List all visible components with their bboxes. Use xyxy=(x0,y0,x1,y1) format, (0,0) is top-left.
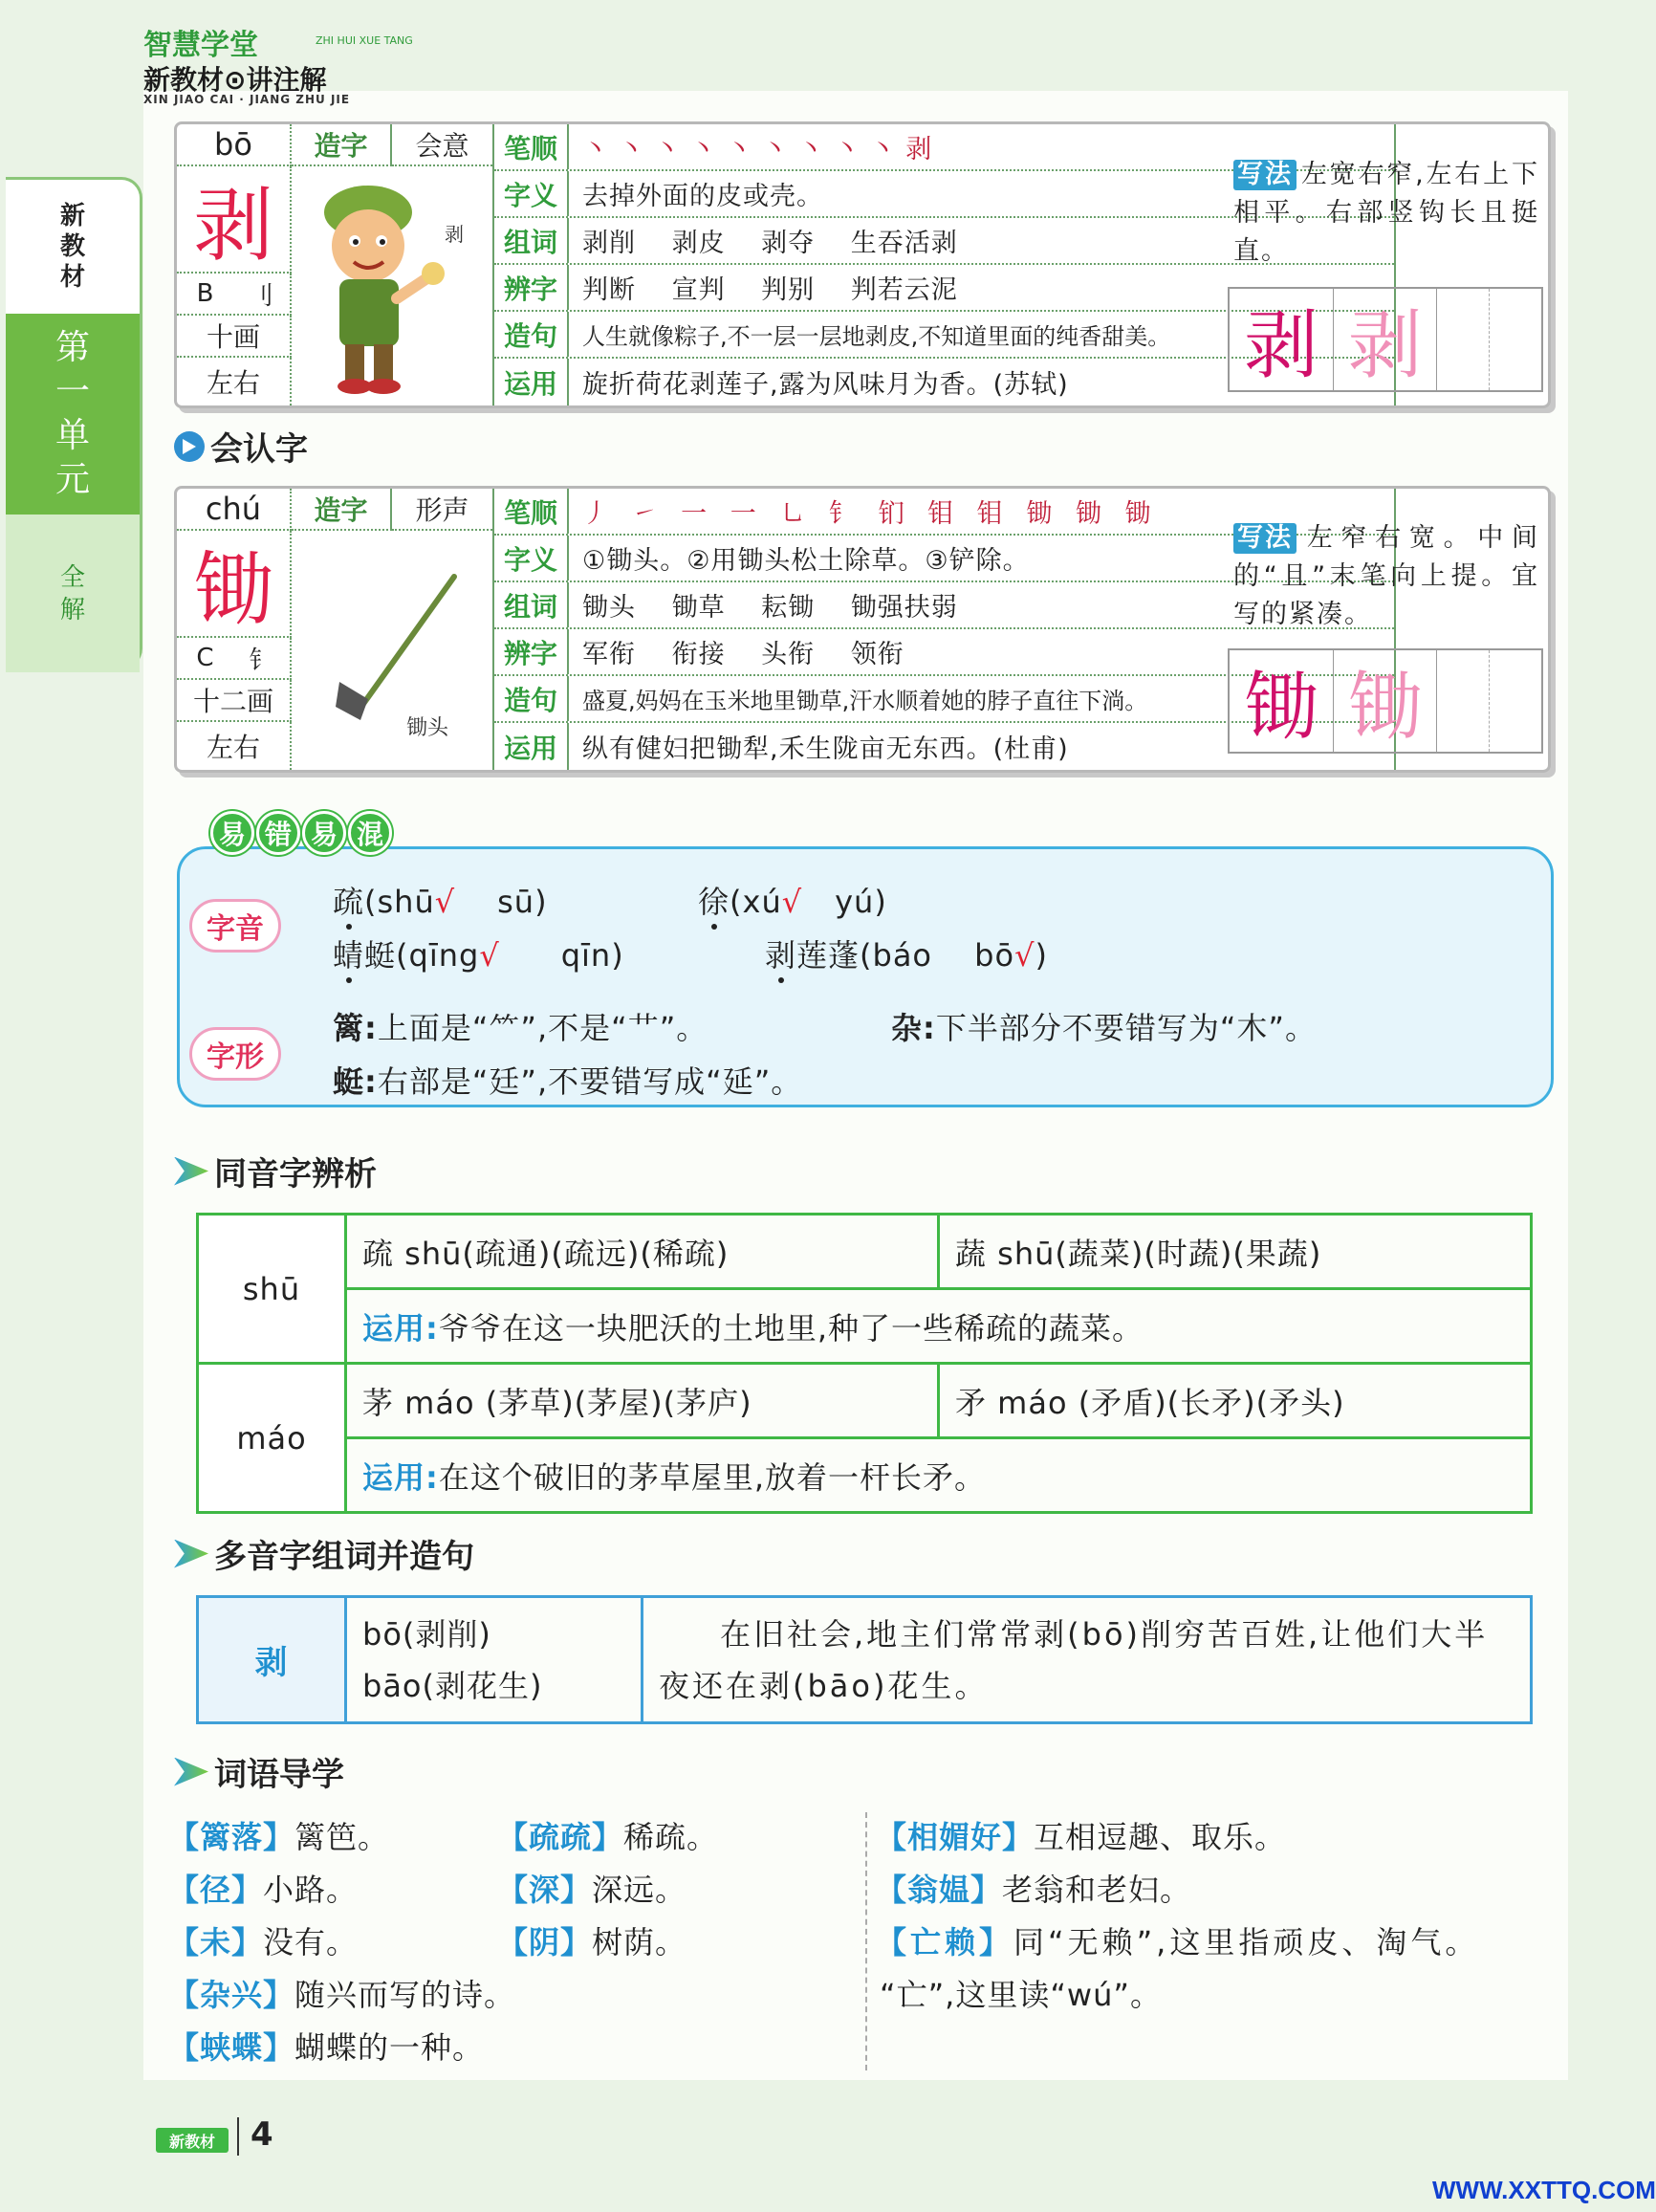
vocab-term: 【相媚好】 xyxy=(876,1819,1035,1855)
vocab-def: “亡”,这里读“wú”。 xyxy=(880,1977,1162,2013)
structure: 左右 xyxy=(177,358,292,405)
side-char: 教 xyxy=(59,232,85,261)
usage-cell xyxy=(346,1289,1532,1364)
blank-cell xyxy=(1490,289,1541,390)
series-title: 新教材⊙讲注解 xyxy=(143,64,327,96)
vocab-def: 篱笆。 xyxy=(294,1819,390,1855)
polyphone-words xyxy=(346,1597,643,1723)
meaning: ①锄头。②用锄头松土除草。③铲除。 xyxy=(582,546,1030,576)
radical-letter: C xyxy=(196,644,214,672)
shape-item-3 xyxy=(333,1058,802,1102)
vocab-term: 【径】 xyxy=(168,1872,264,1908)
writing-tip xyxy=(1233,519,1539,634)
check-mark: √ xyxy=(434,884,456,920)
row-label: 辨字 xyxy=(494,629,569,674)
title-char: 易 xyxy=(302,811,346,855)
footer-badge: 新教材 xyxy=(156,2128,229,2153)
side-char: 一 xyxy=(54,372,90,411)
usage: 旋折荷花剥莲子,露为风味月为香。(苏轼) xyxy=(582,370,1069,400)
section-title: 词语导学 xyxy=(214,1756,344,1794)
dotted-char: 疏 xyxy=(333,884,365,920)
writing-tip-text: 左宽右窄,左右上下相平。右部竖钩长且挺直。 xyxy=(1233,160,1539,266)
side-tab-top xyxy=(54,180,92,314)
table-row xyxy=(198,1364,1532,1438)
usage-text: 爷爷在这一块肥沃的土地里,种了一些稀疏的蔬菜。 xyxy=(438,1309,1144,1347)
pinyin-correct: (xú xyxy=(730,884,782,920)
row-label: 造句 xyxy=(494,312,569,357)
usage: 纵有健妇把锄犁,禾生陇亩无东西。(杜甫) xyxy=(582,734,1069,764)
polyphone-table xyxy=(196,1595,1533,1724)
table-row xyxy=(198,1597,1532,1723)
vocab-term: 【阴】 xyxy=(497,1924,593,1960)
row-label: 笔顺 xyxy=(494,489,569,534)
side-char: 全 xyxy=(59,562,85,592)
row-label: 组词 xyxy=(494,582,569,627)
vocab-term: 【翁媪】 xyxy=(876,1872,1003,1908)
vocab-item xyxy=(876,1866,1191,1910)
brand-subtitle: ZHI HUI XUE TANG xyxy=(316,34,413,47)
words: 锄头 锄草 耘锄 锄强扶弱 xyxy=(582,593,958,623)
main-character: 剥 xyxy=(177,166,292,274)
vocab-def: 没有。 xyxy=(263,1924,359,1960)
section-circle-icon xyxy=(174,431,205,462)
boy-peeling-illustration xyxy=(301,174,483,396)
vocab-item xyxy=(497,1866,686,1910)
svg-text:剥: 剥 xyxy=(445,223,464,246)
row-label: 字义 xyxy=(494,171,569,216)
title-char: 混 xyxy=(348,811,392,855)
dotted-char: 蜻 xyxy=(333,937,365,974)
trace-char: 锄 xyxy=(1334,650,1438,752)
side-char: 元 xyxy=(54,460,90,499)
trace-char: 剥 xyxy=(1334,289,1438,390)
section-polyphone xyxy=(174,1530,474,1577)
sample-char: 剥 xyxy=(1230,289,1334,390)
zaozi-label: 造字 xyxy=(292,489,392,531)
vocab-item xyxy=(876,1918,1479,1962)
radical: 钅 xyxy=(249,646,274,675)
usage-label: 运用: xyxy=(362,1309,439,1347)
row-label: 运用 xyxy=(494,359,569,405)
svg-text:锄头: 锄头 xyxy=(406,716,449,740)
vocab-term: 【深】 xyxy=(497,1872,593,1908)
pinyin-wrong: sū) xyxy=(497,884,548,920)
sound-item-1 xyxy=(333,878,548,922)
vocab-term: 【杂兴】 xyxy=(168,1977,295,2013)
radical-row xyxy=(177,274,292,316)
section-arrow-icon xyxy=(174,1157,208,1186)
sound-label: 字音 xyxy=(189,899,281,953)
vocab-item-continued xyxy=(880,1971,1162,2015)
shape-note: 右部是“廷”,不要错写成“延”。 xyxy=(377,1063,803,1100)
row-label: 字义 xyxy=(494,536,569,580)
section-arrow-icon xyxy=(174,1540,208,1568)
side-char: 材 xyxy=(59,263,85,292)
polyphone-key: 剥 xyxy=(198,1597,346,1723)
vocab-item xyxy=(168,1813,389,1857)
stroke-count: 十画 xyxy=(177,316,292,358)
check-mark: √ xyxy=(479,937,500,974)
paren-close: ) xyxy=(1035,937,1048,974)
shape-item-1 xyxy=(333,1004,708,1048)
stroke-order: 丿 ㇀ 一 一 ㇟ 钅 钔 钼 钼 锄 锄 锄 xyxy=(582,499,1159,529)
pinyin: bō xyxy=(177,124,292,166)
sample-char: 锄 xyxy=(1230,650,1334,752)
title-char: 错 xyxy=(256,811,300,855)
radical-letter: B xyxy=(196,279,214,308)
shape-key: 蜓: xyxy=(333,1063,378,1100)
vocab-def: 同“无赖”,这里指顽皮、淘气。 xyxy=(1013,1924,1480,1960)
radical-row xyxy=(177,638,292,680)
writing-tag: 写法 xyxy=(1233,160,1296,190)
main-character: 锄 xyxy=(177,531,292,638)
section-arrow-icon xyxy=(174,1758,208,1786)
vocab-divider xyxy=(865,1812,867,2070)
vocab-def: 小路。 xyxy=(263,1872,359,1908)
watermark: WWW.XXTTQ.COM xyxy=(1432,2176,1656,2204)
side-tab xyxy=(6,177,142,669)
dotted-char: 徐 xyxy=(698,884,730,920)
section-homophone xyxy=(174,1148,377,1194)
usage-text: 在这个破旧的茅草屋里,放着一杆长矛。 xyxy=(438,1458,986,1496)
section-huirenzi xyxy=(174,423,308,470)
radical: 刂 xyxy=(249,281,274,311)
vocab-item xyxy=(168,1971,515,2015)
distinguish: 军衔 衔接 头衔 领衔 xyxy=(582,640,904,669)
section-title: 同音字辨析 xyxy=(214,1155,377,1194)
mistakes-title xyxy=(201,811,402,865)
sound-item-3 xyxy=(333,931,624,975)
side-char: 单 xyxy=(54,416,90,455)
zaozi-label: 造字 xyxy=(292,124,392,166)
shape-item-2 xyxy=(891,1004,1317,1048)
side-char: 第 xyxy=(54,328,90,367)
vocab-def: 深远。 xyxy=(592,1872,687,1908)
stroke-order: 丶 丶 丶 丶 丶 丶 丶 丶 丶 剥 xyxy=(582,135,933,164)
writing-tip xyxy=(1233,156,1539,271)
vocab-item xyxy=(497,1918,686,1962)
vocab-def: 树荫。 xyxy=(592,1924,687,1960)
words: 剥削 剥皮 剥夺 生吞活剥 xyxy=(582,229,958,258)
sound-item-2 xyxy=(698,878,887,922)
vocab-item xyxy=(168,1918,358,1962)
homophone-key: shū xyxy=(198,1215,346,1364)
polyphone-word: bō(剥削) xyxy=(362,1615,491,1653)
vocab-item xyxy=(497,1813,718,1857)
check-mark: √ xyxy=(781,884,803,920)
section-title: 会认字 xyxy=(210,430,308,469)
writing-tag: 写法 xyxy=(1233,523,1296,554)
row-label: 笔顺 xyxy=(494,124,569,169)
dotted-char: 剥 xyxy=(765,937,797,974)
vocab-term: 【未】 xyxy=(168,1924,264,1960)
homophone-cell: 蔬 shū(蔬菜)(时蔬)(果蔬) xyxy=(939,1215,1532,1289)
polyphone-word: bāo(剥花生) xyxy=(362,1667,543,1704)
row-label: 辨字 xyxy=(494,265,569,310)
row-label: 运用 xyxy=(494,723,569,770)
hoe-illustration xyxy=(301,538,483,760)
pinyin: chú xyxy=(177,489,292,531)
check-mark: √ xyxy=(1014,937,1035,974)
vocab-def: 互相逗趣、取乐。 xyxy=(1034,1819,1287,1855)
vocab-def: 稀疏。 xyxy=(623,1819,719,1855)
vocab-term: 【篱落】 xyxy=(168,1819,295,1855)
blank-cell xyxy=(1437,289,1489,390)
homophone-cell: 矛 máo (矛盾)(长矛)(矛头) xyxy=(939,1364,1532,1438)
zaozi-type: 会意 xyxy=(392,124,492,166)
usage-cell xyxy=(346,1438,1532,1513)
shape-note: 下半部分不要错写为“木”。 xyxy=(935,1010,1317,1046)
shape-note: 上面是“⺮”,不是“艹”。 xyxy=(377,1010,708,1046)
vocab-def: 蝴蝶的一种。 xyxy=(294,2029,485,2066)
vocab-item xyxy=(168,1866,358,1910)
writing-tip-text: 左窄右宽。中间的“且”末笔向上提。宜写的紧凑。 xyxy=(1233,523,1539,629)
blank-cell xyxy=(1437,650,1489,752)
shape-label: 字形 xyxy=(189,1027,281,1081)
table-row xyxy=(198,1438,1532,1513)
stroke-count: 十二画 xyxy=(177,680,292,722)
series-pinyin: XIN JIAO CAI · JIANG ZHU JIE xyxy=(143,93,351,106)
section-vocab xyxy=(174,1748,344,1795)
sentence: 人生就像粽子,不一层一层地剥皮,不知道里面的纯香甜美。 xyxy=(582,323,1171,350)
shape-key: 杂: xyxy=(891,1010,936,1046)
brand-title: 智慧学堂 xyxy=(143,29,258,62)
pinyin-wrong: yú) xyxy=(835,884,887,920)
distinguish: 判断 宣判 判别 判若云泥 xyxy=(582,275,958,305)
pinyin-wrong: qīn) xyxy=(560,937,624,974)
sound-item-4 xyxy=(765,931,1048,975)
meaning: 去掉外面的皮或壳。 xyxy=(582,182,823,211)
practice-grid xyxy=(1228,648,1543,754)
practice-grid xyxy=(1228,287,1543,392)
footer-divider xyxy=(237,2117,239,2156)
row-label: 组词 xyxy=(494,218,569,263)
pinyin-correct: (shū xyxy=(364,884,435,920)
row-label: 造句 xyxy=(494,676,569,721)
vocab-def: 老翁和老妇。 xyxy=(1002,1872,1192,1908)
side-char: 新 xyxy=(59,202,85,230)
vocab-term: 【亡赖】 xyxy=(876,1924,1014,1960)
homophone-table xyxy=(196,1213,1533,1514)
vocab-term: 【蛱蝶】 xyxy=(168,2029,295,2066)
homophone-cell: 疏 shū(疏通)(疏远)(稀疏) xyxy=(346,1215,939,1289)
page-number: 4 xyxy=(251,2115,273,2154)
structure: 左右 xyxy=(177,722,292,770)
side-tab-bottom xyxy=(6,515,140,672)
vocab-def: 随兴而写的诗。 xyxy=(294,1977,516,2013)
zaozi-type: 形声 xyxy=(392,489,492,531)
shape-key: 篱: xyxy=(333,1010,378,1046)
pinyin-options: 莲蓬(báo bō xyxy=(796,937,1015,974)
blank-cell xyxy=(1490,650,1541,752)
table-row xyxy=(198,1289,1532,1364)
side-char: 解 xyxy=(59,595,85,624)
polyphone-sentence: 在旧社会,地主们常常剥(bō)削穷苦百姓,让他们大半夜还在剥(bāo)花生。 xyxy=(643,1597,1532,1723)
vocab-item xyxy=(168,2024,484,2068)
pinyin-correct: 蜓(qīng xyxy=(364,937,480,974)
title-char: 易 xyxy=(210,811,254,855)
sentence: 盛夏,妈妈在玉米地里锄草,汗水顺着她的脖子直往下淌。 xyxy=(582,688,1148,714)
vocab-item xyxy=(876,1813,1286,1857)
side-tab-unit xyxy=(6,314,140,515)
table-row xyxy=(198,1215,1532,1289)
homophone-cell: 茅 máo (茅草)(茅屋)(茅庐) xyxy=(346,1364,939,1438)
vocab-term: 【疏疏】 xyxy=(497,1819,624,1855)
section-title: 多音字组词并造句 xyxy=(214,1538,474,1576)
homophone-key: máo xyxy=(198,1364,346,1513)
usage-label: 运用: xyxy=(362,1458,439,1496)
